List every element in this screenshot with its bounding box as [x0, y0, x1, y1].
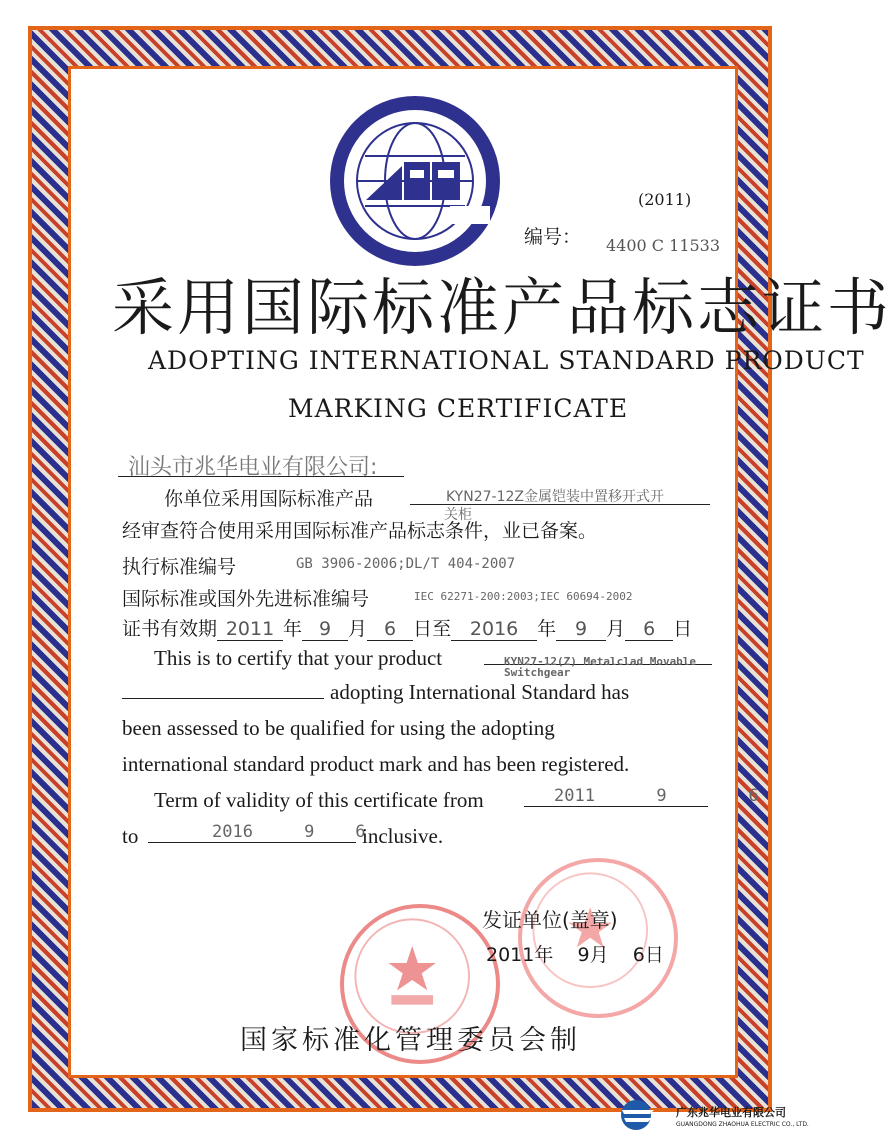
- inclusive-text: inclusive.: [362, 824, 444, 848]
- issuing-authority-footer: 国家标准化管理委员会制: [240, 1025, 581, 1056]
- validity-label: 证书有效期: [122, 618, 218, 640]
- validity-day-2: 6: [625, 618, 673, 641]
- english-product-field: [484, 650, 712, 668]
- month-char: 月: [348, 618, 368, 640]
- year-char: 年: [283, 618, 303, 640]
- validity-cn-line: [122, 614, 692, 641]
- asc-logo-icon: [330, 96, 500, 266]
- english-line4: international standard product mark and has been registered.: [122, 752, 630, 776]
- validity-day-1: 6: [367, 618, 413, 641]
- day-char-2: 日: [673, 618, 693, 640]
- to-char: 至: [432, 618, 452, 640]
- validity-year-1: 2011: [217, 618, 283, 641]
- issue-date: 2011年 9月 6日: [486, 944, 664, 966]
- standard-label: 执行标准编号: [122, 556, 237, 578]
- validity-month-2: 9: [556, 618, 606, 641]
- english-line5: Term of validity of this certificate from: [154, 788, 484, 812]
- english-line3: been assessed to be qualified for using the adopting: [122, 716, 555, 740]
- validity-month-1: 9: [302, 618, 348, 641]
- title-english-line2: MARKING CERTIFICATE: [288, 394, 629, 423]
- product-value-cont: 关柜: [444, 507, 472, 523]
- company-underline: [118, 476, 404, 477]
- title-english-line1: ADOPTING INTERNATIONAL STANDARD PRODUCT: [148, 346, 865, 375]
- to-date-field: [148, 822, 366, 843]
- intl-standard-value: IEC 62271-200:2003;IEC 60694-2002: [414, 590, 633, 603]
- intl-standard-label: 国际标准或国外先进标准编号: [122, 588, 370, 610]
- certificate-number-label: 编号：: [524, 226, 582, 248]
- company-name: 汕头市兆华电业有限公司:: [128, 455, 378, 480]
- quality-stamp-icon: [518, 858, 678, 1018]
- certificate-number: 4400 C 11533: [606, 236, 721, 255]
- corporate-name: 广东兆华电业有限公司: [676, 1106, 786, 1119]
- approval-text: 经审查符合使用采用国际标准产品标志条件，业已备案。: [122, 520, 598, 542]
- to-date: 2016 9 6: [212, 822, 366, 842]
- product-value: KYN27-12Z金属铠装中置移开式开: [446, 489, 664, 505]
- from-date-field: [524, 786, 759, 807]
- certificate-year: (2011): [638, 190, 692, 209]
- english-line2: adopting International Standard has: [330, 680, 630, 704]
- issuer-label: 发证单位(盖章): [482, 908, 618, 932]
- product-field: [410, 486, 710, 505]
- english-blank-line: [122, 698, 324, 699]
- day-char: 日: [413, 618, 433, 640]
- zhaohua-logo-icon: [614, 1098, 662, 1132]
- english-product-value: KYN27-12(Z) Metalclad Movable: [504, 655, 697, 668]
- year-char-2: 年: [537, 618, 557, 640]
- product-lead-text: 你单位采用国际标准产品: [164, 488, 374, 510]
- standard-value: GB 3906-2006;DL/T 404-2007: [296, 556, 516, 572]
- to-label: to: [122, 824, 139, 848]
- english-line1: This is to certify that your product: [154, 646, 443, 670]
- title-chinese: 采用国际标准产品标志证书: [112, 271, 892, 344]
- month-char-2: 月: [606, 618, 626, 640]
- from-date: 2011 9 6: [554, 786, 759, 806]
- corporate-name-english: GUANGDONG ZHAOHUA ELECTRIC CO., LTD.: [676, 1121, 809, 1128]
- validity-year-2: 2016: [451, 618, 537, 641]
- english-product-cont: Switchgear: [504, 666, 571, 679]
